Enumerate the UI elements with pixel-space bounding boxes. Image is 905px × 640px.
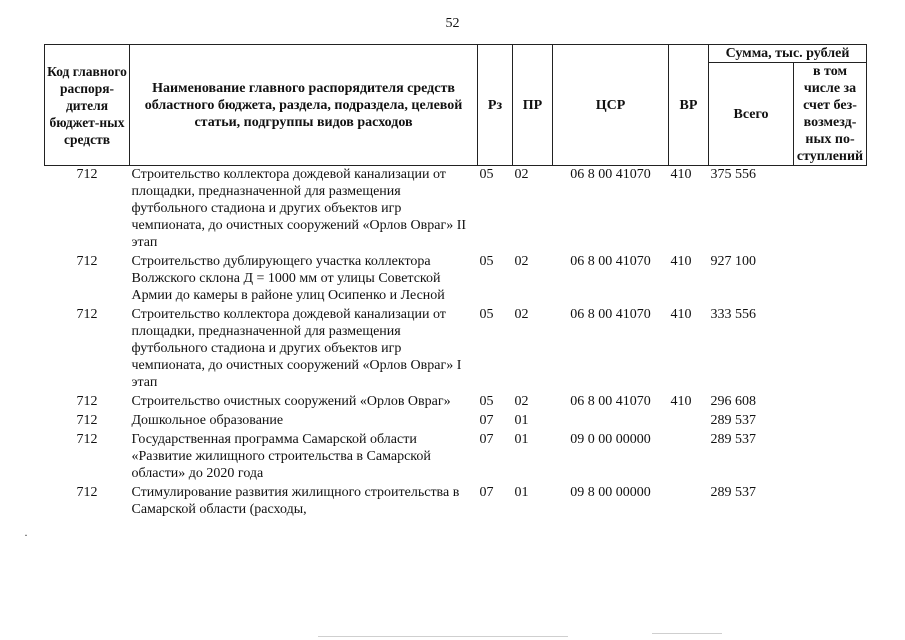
cell-rz: 07 (479, 485, 494, 500)
cell-name: Стимулирование развития жилищного строительства в Самарской области (расходы, (131, 485, 460, 517)
cell-name: Строительство коллектора дождевой канализации от площадки, предназначенной для размещения футбольного стадиона и других объектов игр чемпионата, до очистных сооружений «Орлов Овраг» I этап (131, 307, 462, 390)
header-pr: ПР (513, 45, 553, 166)
cell-pr: 01 (514, 432, 529, 447)
cell-vr (669, 431, 709, 484)
cell-code: 712 (76, 254, 98, 269)
cell-csr: 06 8 00 41070 (570, 394, 651, 409)
cell-free (794, 393, 867, 412)
cell-total: 927 100 (710, 254, 756, 269)
cell-code: 712 (76, 307, 98, 322)
cell-name: Строительство очистных сооружений «Орлов Овраг» (131, 394, 451, 409)
cell-total: 289 537 (710, 432, 756, 447)
table-row (45, 166, 867, 254)
cell-total: 289 537 (710, 413, 756, 428)
table-row (45, 484, 867, 520)
scan-line (318, 636, 568, 637)
table-row (45, 306, 867, 393)
table-row (45, 253, 867, 306)
cell-total: 296 608 (710, 394, 756, 409)
scan-line (652, 633, 722, 634)
cell-csr: 09 8 00 00000 (570, 485, 651, 500)
cell-free (794, 484, 867, 520)
cell-pr: 02 (514, 167, 529, 182)
header-code: Код главного распоря-дителя бюджет-ных средств (45, 45, 130, 166)
cell-code: 712 (76, 394, 98, 409)
cell-free (794, 253, 867, 306)
cell-free (794, 166, 867, 254)
cell-rz: 05 (479, 394, 494, 409)
cell-free (794, 412, 867, 431)
cell-total: 333 556 (710, 307, 756, 322)
cell-vr: 410 (670, 254, 692, 269)
table-row (45, 393, 867, 412)
cell-rz: 05 (479, 167, 494, 182)
cell-csr (553, 412, 669, 431)
cell-code: 712 (76, 432, 98, 447)
header-free: в том числе за счет без-возмезд-ных по-ступлений (794, 63, 867, 166)
header-vr: ВР (669, 45, 709, 166)
cell-pr: 02 (514, 394, 529, 409)
cell-pr: 02 (514, 307, 529, 322)
cell-csr: 09 0 00 00000 (570, 432, 651, 447)
cell-pr: 02 (514, 254, 529, 269)
cell-code: 712 (76, 413, 98, 428)
cell-name: Строительство дублирующего участка коллектора Волжского склона Д = 1000 мм от улицы Советской Армии до камеры в районе улиц Осипенко и Лесной (131, 254, 445, 303)
cell-vr: 410 (670, 307, 692, 322)
cell-pr: 01 (514, 413, 529, 428)
cell-name: Государственная программа Самарской области «Развитие жилищного строительства в Самарской области» до 2020 года (131, 432, 431, 481)
header-sum-group: Сумма, тыс. рублей (709, 45, 867, 63)
cell-rz: 05 (479, 254, 494, 269)
cell-rz: 05 (479, 307, 494, 322)
cell-vr: 410 (670, 394, 692, 409)
table-header (45, 45, 867, 166)
cell-total: 289 537 (710, 485, 756, 500)
cell-csr: 06 8 00 41070 (570, 254, 651, 269)
page-number: 52 (445, 16, 460, 31)
cell-name: Строительство коллектора дождевой канализации от площадки, предназначенной для размещения футбольного стадиона и других объектов игр чемпионата, до очистных сооружений «Орлов Овраг» II этап (131, 167, 467, 250)
cell-free (794, 431, 867, 484)
header-name: Наименование главного распорядителя средств областного бюджета, раздела, подраздела, целевой статьи, подгруппы видов расходов (130, 45, 478, 166)
budget-table (44, 44, 867, 520)
cell-code: 712 (76, 485, 98, 500)
cell-name: Дошкольное образование (131, 413, 284, 428)
table-body (45, 166, 867, 521)
cell-vr: 410 (670, 167, 692, 182)
cell-vr (669, 484, 709, 520)
cell-free (794, 306, 867, 393)
cell-vr (669, 412, 709, 431)
scan-mark: · (24, 528, 28, 542)
cell-csr: 06 8 00 41070 (570, 307, 651, 322)
cell-rz: 07 (479, 413, 494, 428)
cell-pr: 01 (514, 485, 529, 500)
table-row (45, 412, 867, 431)
cell-rz: 07 (479, 432, 494, 447)
header-rz: Рз (478, 45, 513, 166)
cell-code: 712 (76, 167, 98, 182)
header-total: Всего (709, 63, 794, 166)
table-row (45, 431, 867, 484)
header-csr: ЦСР (553, 45, 669, 166)
cell-csr: 06 8 00 41070 (570, 167, 651, 182)
cell-total: 375 556 (710, 167, 756, 182)
